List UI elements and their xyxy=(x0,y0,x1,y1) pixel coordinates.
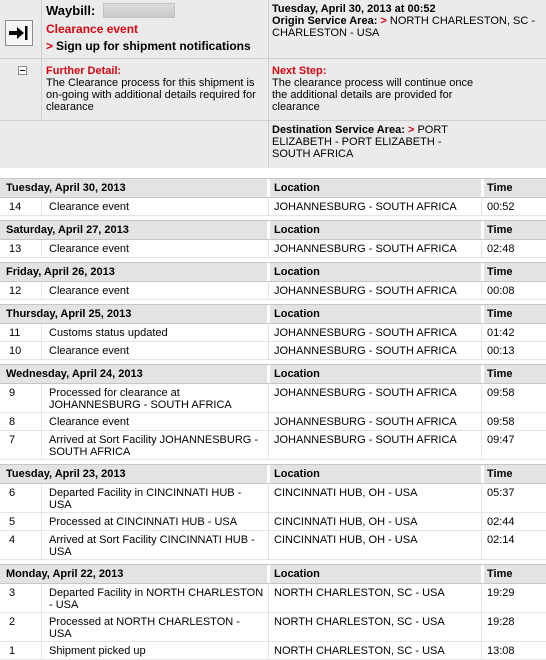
event-description: Customs status updated xyxy=(49,327,168,339)
event-number: 6 xyxy=(9,487,16,499)
group-date: Monday, April 22, 2013 xyxy=(6,568,124,580)
event-location: JOHANNESBURG - SOUTH AFRICA xyxy=(274,345,457,357)
event-time: 02:14 xyxy=(487,534,515,546)
origin-value-line2: CHARLESTON - USA xyxy=(272,27,380,39)
group-date: Thursday, April 25, 2013 xyxy=(6,308,132,320)
further-detail-label: Further Detail: xyxy=(46,65,122,77)
column-separator xyxy=(268,240,269,257)
table-row xyxy=(0,531,546,560)
table-row xyxy=(0,413,546,431)
event-time: 00:52 xyxy=(487,201,515,213)
table-row xyxy=(0,484,546,513)
column-separator xyxy=(41,584,42,612)
event-description: Processed at NORTH CHARLESTON - USA xyxy=(49,616,240,640)
next-step-line3: clearance xyxy=(272,101,320,113)
date-group-header xyxy=(0,220,546,240)
event-description: Clearance event xyxy=(49,201,130,213)
event-description: Clearance event xyxy=(49,345,130,357)
origin-service-area xyxy=(272,15,535,39)
further-detail-line3: clearance xyxy=(46,101,94,113)
column-separator xyxy=(267,263,270,281)
event-number: 3 xyxy=(9,587,16,599)
event-description: Arrived at Sort Facility JOHANNESBURG - SOUTH AFRICA xyxy=(49,434,259,458)
table-row xyxy=(0,384,546,413)
column-separator xyxy=(481,531,482,559)
date-group-header xyxy=(0,304,546,324)
event-time: 19:28 xyxy=(487,616,515,628)
event-description: Shipment picked up xyxy=(49,645,146,657)
time-column-header: Time xyxy=(487,224,513,236)
time-column-header: Time xyxy=(487,568,513,580)
event-location: NORTH CHARLESTON, SC - USA xyxy=(274,587,445,599)
next-step-line1: The clearance process will continue once xyxy=(272,77,474,89)
group-date: Saturday, April 27, 2013 xyxy=(6,224,129,236)
event-location: JOHANNESBURG - SOUTH AFRICA xyxy=(274,285,457,297)
event-number: 14 xyxy=(9,201,22,213)
column-separator xyxy=(268,342,269,359)
column-separator xyxy=(268,513,269,530)
column-separator xyxy=(41,513,42,530)
column-separator xyxy=(481,365,484,383)
column-separator xyxy=(268,484,269,512)
event-location: JOHANNESBURG - SOUTH AFRICA xyxy=(274,416,457,428)
column-separator xyxy=(481,613,482,641)
shipment-arrow-icon xyxy=(5,20,33,46)
column-separator xyxy=(268,384,269,412)
event-description: Clearance event xyxy=(49,285,130,297)
column-separator xyxy=(481,179,484,197)
table-row xyxy=(0,584,546,613)
notification-signup-label: Sign up for shipment notifications xyxy=(56,39,251,53)
column-separator xyxy=(267,305,270,323)
column-separator xyxy=(41,531,42,559)
event-time: 19:29 xyxy=(487,587,515,599)
event-number: 7 xyxy=(9,434,16,446)
origin-label: Origin Service Area: xyxy=(272,15,378,27)
collapse-minus-icon[interactable] xyxy=(18,66,27,75)
event-location: JOHANNESBURG - SOUTH AFRICA xyxy=(274,201,457,213)
event-number: 4 xyxy=(9,534,16,546)
event-description: Processed for clearance at JOHANNESBURG - SOUTH AFRICA xyxy=(49,387,232,411)
event-location: CINCINNATI HUB, OH - USA xyxy=(274,516,418,528)
waybill-label: Waybill: xyxy=(46,3,96,18)
event-number: 5 xyxy=(9,516,16,528)
column-separator xyxy=(481,413,482,430)
date-group-header xyxy=(0,178,546,198)
group-date: Tuesday, April 30, 2013 xyxy=(6,182,126,194)
column-separator xyxy=(41,413,42,430)
column-separator xyxy=(268,531,269,559)
event-location: JOHANNESBURG - SOUTH AFRICA xyxy=(274,243,457,255)
waybill-number-redacted xyxy=(103,3,175,18)
column-separator xyxy=(481,465,484,483)
event-location: JOHANNESBURG - SOUTH AFRICA xyxy=(274,387,457,399)
column-separator xyxy=(41,642,42,659)
column-separator xyxy=(481,384,482,412)
event-description: Processed at CINCINNATI HUB - USA xyxy=(49,516,238,528)
further-detail-line2: on-going with additional details required for xyxy=(46,89,256,101)
time-column-header: Time xyxy=(487,182,513,194)
group-date: Friday, April 26, 2013 xyxy=(6,266,115,278)
table-row xyxy=(0,198,546,216)
table-row xyxy=(0,342,546,360)
column-separator xyxy=(481,565,484,583)
event-time: 00:13 xyxy=(487,345,515,357)
column-separator xyxy=(268,431,269,459)
latest-event-datetime: Tuesday, April 30, 2013 at 00:52 xyxy=(272,3,436,15)
latest-event-title: Clearance event xyxy=(46,22,139,36)
time-column-header: Time xyxy=(487,368,513,380)
column-separator xyxy=(268,613,269,641)
time-column-header: Time xyxy=(487,266,513,278)
next-step-section xyxy=(272,65,542,113)
destination-value-line2: ELIZABETH - PORT ELIZABETH - xyxy=(272,136,442,148)
column-separator xyxy=(41,431,42,459)
column-separator xyxy=(267,565,270,583)
column-separator xyxy=(481,584,482,612)
event-description: Arrived at Sort Facility CINCINNATI HUB - USA xyxy=(49,534,255,558)
event-number: 9 xyxy=(9,387,16,399)
table-row xyxy=(0,613,546,642)
event-time: 02:48 xyxy=(487,243,515,255)
column-separator xyxy=(267,365,270,383)
table-row xyxy=(0,282,546,300)
destination-value-line3: SOUTH AFRICA xyxy=(272,148,354,160)
location-column-header: Location xyxy=(274,568,320,580)
next-step-label: Next Step: xyxy=(272,65,327,77)
column-separator xyxy=(481,513,482,530)
event-description: Departed Facility in NORTH CHARLESTON - USA xyxy=(49,587,264,611)
event-time: 02:44 xyxy=(487,516,515,528)
chevron-right-icon: > xyxy=(46,39,54,53)
event-number: 2 xyxy=(9,616,16,628)
event-location: JOHANNESBURG - SOUTH AFRICA xyxy=(274,434,457,446)
event-time: 09:47 xyxy=(487,434,515,446)
column-separator xyxy=(481,240,482,257)
divider xyxy=(41,59,42,120)
origin-value-line1: NORTH CHARLESTON, SC - xyxy=(389,15,535,27)
time-column-header: Time xyxy=(487,308,513,320)
column-separator xyxy=(268,413,269,430)
event-time: 05:37 xyxy=(487,487,515,499)
column-separator xyxy=(41,282,42,299)
column-separator xyxy=(481,305,484,323)
column-separator xyxy=(267,179,270,197)
location-column-header: Location xyxy=(274,224,320,236)
column-separator xyxy=(268,642,269,659)
table-row xyxy=(0,431,546,460)
event-time: 09:58 xyxy=(487,387,515,399)
event-location: CINCINNATI HUB, OH - USA xyxy=(274,487,418,499)
column-separator xyxy=(481,642,482,659)
date-group-header xyxy=(0,564,546,584)
column-separator xyxy=(41,342,42,359)
event-number: 10 xyxy=(9,345,22,357)
event-number: 13 xyxy=(9,243,22,255)
divider xyxy=(268,0,269,168)
event-description: Clearance event xyxy=(49,416,130,428)
group-date: Tuesday, April 23, 2013 xyxy=(6,468,126,480)
location-column-header: Location xyxy=(274,308,320,320)
time-column-header: Time xyxy=(487,468,513,480)
column-separator xyxy=(481,324,482,341)
location-column-header: Location xyxy=(274,468,320,480)
destination-value-line1: PORT xyxy=(417,124,448,136)
date-group-header xyxy=(0,464,546,484)
further-detail-section xyxy=(46,65,266,113)
event-time: 09:58 xyxy=(487,416,515,428)
date-group-header xyxy=(0,262,546,282)
divider xyxy=(0,58,546,59)
event-number: 12 xyxy=(9,285,22,297)
event-description: Clearance event xyxy=(49,243,130,255)
group-date: Wednesday, April 24, 2013 xyxy=(6,368,143,380)
column-separator xyxy=(481,263,484,281)
column-separator xyxy=(481,221,484,239)
destination-label: Destination Service Area: xyxy=(272,124,405,136)
chevron-right-icon: > xyxy=(407,124,415,136)
column-separator xyxy=(481,431,482,459)
column-separator xyxy=(41,198,42,215)
event-description: Departed Facility in CINCINNATI HUB - USA xyxy=(49,487,242,511)
column-separator xyxy=(481,484,482,512)
column-separator xyxy=(481,342,482,359)
date-group-header xyxy=(0,364,546,384)
event-number: 8 xyxy=(9,416,16,428)
location-column-header: Location xyxy=(274,368,320,380)
column-separator xyxy=(268,584,269,612)
column-separator xyxy=(41,240,42,257)
column-separator xyxy=(267,221,270,239)
event-time: 00:08 xyxy=(487,285,515,297)
column-separator xyxy=(267,465,270,483)
further-detail-line1: The Clearance process for this shipment is xyxy=(46,77,255,89)
notification-signup-link[interactable] xyxy=(46,39,251,53)
event-number: 11 xyxy=(9,327,21,339)
table-row xyxy=(0,642,546,660)
column-separator xyxy=(41,324,42,341)
column-separator xyxy=(268,324,269,341)
table-row xyxy=(0,240,546,258)
chevron-right-icon: > xyxy=(380,15,387,27)
event-location: NORTH CHARLESTON, SC - USA xyxy=(274,616,445,628)
column-separator xyxy=(268,198,269,215)
event-time: 13:08 xyxy=(487,645,515,657)
destination-service-area xyxy=(272,124,542,160)
column-separator xyxy=(41,613,42,641)
next-step-line2: the additional details are provided for xyxy=(272,89,453,101)
table-row xyxy=(0,324,546,342)
location-column-header: Location xyxy=(274,266,320,278)
table-row xyxy=(0,513,546,531)
event-time: 01:42 xyxy=(487,327,515,339)
shipment-summary-panel xyxy=(0,0,546,168)
event-location: JOHANNESBURG - SOUTH AFRICA xyxy=(274,327,457,339)
column-separator xyxy=(481,282,482,299)
event-location: CINCINNATI HUB, OH - USA xyxy=(274,534,418,546)
event-number: 1 xyxy=(9,645,16,657)
column-separator xyxy=(481,198,482,215)
column-separator xyxy=(41,484,42,512)
event-location: NORTH CHARLESTON, SC - USA xyxy=(274,645,445,657)
divider xyxy=(41,0,42,58)
column-separator xyxy=(41,384,42,412)
divider xyxy=(0,120,546,121)
location-column-header: Location xyxy=(274,182,320,194)
column-separator xyxy=(268,282,269,299)
